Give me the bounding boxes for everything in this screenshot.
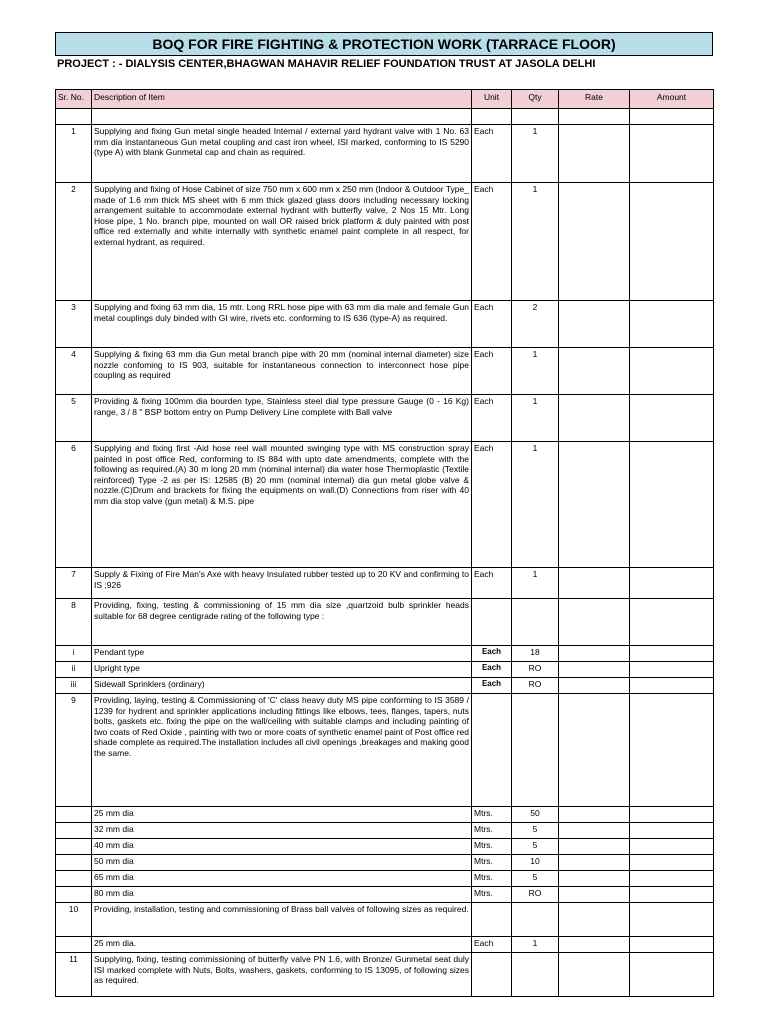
col-unit: Unit [472,90,512,109]
cell-sr: 9 [56,694,92,807]
cell-description: 25 mm dia [92,807,472,823]
cell-description: 80 mm dia [92,887,472,903]
cell-qty [512,903,559,937]
cell-rate [559,125,630,183]
cell-qty: 1 [512,125,559,183]
cell-sr: iii [56,678,92,694]
cell-amount [630,568,714,599]
cell-amount [630,953,714,997]
cell-amount [630,646,714,662]
cell-rate [559,442,630,568]
cell-qty: 1 [512,348,559,395]
table-row [56,183,714,301]
cell-amount [630,839,714,855]
cell-sr [56,937,92,953]
cell-qty: RO [512,887,559,903]
cell-rate [559,694,630,807]
cell-sr [56,823,92,839]
cell-amount [630,301,714,348]
cell-rate [559,903,630,937]
cell-sr: i [56,646,92,662]
table-row [56,568,714,599]
cell-amount [630,694,714,807]
cell-sr: 8 [56,599,92,646]
cell-qty: 5 [512,839,559,855]
cell-unit: Each [472,183,512,301]
table-row [56,395,714,442]
cell-qty [512,599,559,646]
cell-rate [559,953,630,997]
col-description: Description of Item [92,90,472,109]
cell-sr [56,807,92,823]
cell-amount [630,442,714,568]
cell-qty: 1 [512,442,559,568]
table-row [56,348,714,395]
cell-amount [630,871,714,887]
table-row [56,599,714,646]
cell-sr: 5 [56,395,92,442]
cell-qty: 2 [512,301,559,348]
cell-unit: Each [472,646,512,662]
cell-sr: 4 [56,348,92,395]
cell-qty: 1 [512,183,559,301]
cell-unit: Mtrs. [472,871,512,887]
table-row [56,953,714,997]
cell-amount [630,678,714,694]
cell-rate [559,839,630,855]
cell-sr [56,887,92,903]
cell-sr: 11 [56,953,92,997]
cell-qty: 5 [512,823,559,839]
cell-qty: 18 [512,646,559,662]
cell-amount [630,183,714,301]
cell-amount [630,807,714,823]
cell-unit: Each [472,395,512,442]
cell-rate [559,887,630,903]
col-sr: Sr. No. [56,90,92,109]
cell-amount [630,662,714,678]
table-row [56,694,714,807]
table-row [56,125,714,183]
cell-unit: Each [472,662,512,678]
cell-unit: Each [472,442,512,568]
cell-description: Providing, laying, testing & Commissioning of 'C' class heavy duty MS pipe conforming to IS 3589 / 1239 for hydrent and sprinkler applications including fittings like elbows, tees, flanges, tapers, nuts bolts, gaskets etc. fixing the pipe on the wall/ceiling with suitable clamps and including painting of two coats of Red Oxide , painting with two or more coats of synthetic enamel paint of Post office red shade complete as required.The installation includes all civil openings ,breakages and making good the same. [92,694,472,807]
cell-description: Pendant type [92,646,472,662]
cell-amount [630,348,714,395]
cell-amount [630,855,714,871]
cell-sr: 10 [56,903,92,937]
cell-rate [559,348,630,395]
cell-sr [56,871,92,887]
cell-unit [472,694,512,807]
boq-table [55,89,714,997]
cell-description: Providing, fixing, testing & commissioning of 15 mm dia size ,quartzoid bulb sprinkler heads suitable for 68 degree centigrade rating of the following type : [92,599,472,646]
cell-unit: Each [472,125,512,183]
cell-sr: 2 [56,183,92,301]
cell-rate [559,599,630,646]
cell-unit: Mtrs. [472,839,512,855]
cell-rate [559,678,630,694]
col-qty: Qty [512,90,559,109]
cell-rate [559,871,630,887]
table-row [56,442,714,568]
cell-unit: Mtrs. [472,887,512,903]
cell-amount [630,823,714,839]
cell-description: Supplying and fixing Gun metal single headed Internal / external yard hydrant valve with 1 No. 63 mm dia instantaneous Gun metal coupling and cast iron wheel, ISI marked, conforming to IS 5290 (type A) with blank Gunmetal cap and chain as required. [92,125,472,183]
table-row [56,678,714,694]
cell-rate [559,646,630,662]
cell-description: 32 mm dia [92,823,472,839]
cell-unit [472,599,512,646]
cell-qty: 10 [512,855,559,871]
cell-sr: 6 [56,442,92,568]
table-row [56,646,714,662]
table-row [56,903,714,937]
table-row [56,662,714,678]
cell-unit [472,903,512,937]
cell-sr [56,855,92,871]
spacer-row [56,109,714,125]
cell-amount [630,937,714,953]
table-row [56,937,714,953]
cell-description: Supplying and fixing 63 mm dia, 15 mtr. Long RRL hose pipe with 63 mm dia male and female Gun metal couplings duly binded with GI wire, rivets etc. conforming to IS 636 (type-A) as required. [92,301,472,348]
title-text: BOQ FOR FIRE FIGHTING & PROTECTION WORK (TARRACE FLOOR) [152,36,616,52]
cell-unit: Each [472,348,512,395]
cell-description: Sidewall Sprinklers (ordinary) [92,678,472,694]
cell-description: 65 mm dia [92,871,472,887]
cell-qty: 50 [512,807,559,823]
cell-sr: 1 [56,125,92,183]
cell-unit: Mtrs. [472,807,512,823]
cell-qty [512,694,559,807]
cell-unit [472,953,512,997]
cell-sr: ii [56,662,92,678]
table-row [56,301,714,348]
cell-description: Supply & Fixing of Fire Man's Axe with heavy Insulated rubber tested up to 20 KV and confirming to IS ;926 [92,568,472,599]
cell-qty: 1 [512,395,559,442]
table-row [56,855,714,871]
cell-sr: 3 [56,301,92,348]
cell-rate [559,855,630,871]
cell-rate [559,807,630,823]
table-row [56,807,714,823]
cell-rate [559,662,630,678]
cell-amount [630,903,714,937]
col-rate: Rate [559,90,630,109]
cell-rate [559,183,630,301]
cell-amount [630,125,714,183]
col-amount: Amount [630,90,714,109]
cell-rate [559,937,630,953]
cell-rate [559,395,630,442]
cell-qty [512,953,559,997]
cell-sr [56,839,92,855]
cell-description: Providing, installation, testing and commissioning of Brass ball valves of following sizes as required. [92,903,472,937]
cell-description: Supplying and fixing first -Aid hose reel wall mounted swinging type with MS construction spray painted in post office Red, conforming to IS 884 with upto date amendments, complete with the following as required.(A) 30 m long 20 mm (nominal internal) dia water hose Thermoplastic (Textile reinforced) Type -2 as per IS: 12585 (B) 20 mm (nominal internal) dia gun metal globe valve & nozzle.(C)Drum and brackets for fixing the equipments on wall.(D) Connections from riser with 40 mm dia stop valve (gun metal) & M.S. pipe [92,442,472,568]
cell-description: 25 mm dia. [92,937,472,953]
page-title [55,32,713,56]
table-row [56,871,714,887]
cell-rate [559,568,630,599]
cell-description: Providing & fixing 100mm dia bourden type, Stainless steel dial type pressure Gauge (0 - 16 Kg) range, 3 / 8 " BSP bottom entry on Pump Delivery Line complete with Ball valve [92,395,472,442]
cell-description: 50 mm dia [92,855,472,871]
cell-sr: 7 [56,568,92,599]
cell-description: Supplying and fixing of Hose Cabinet of size 750 mm x 600 mm x 250 mm (Indoor & Outdoor Type_ made of 1.6 mm thick MS sheet with 6 mm thick glazed glass doors including necessary locking arrangement suitable to accommodate external hydrant with butterfly valve, 2 Nos 15 Mtr. Long Hose pipe, 1 No. branch pipe, mounted on wall OR raised brick platform & duly painted with post office red externally and white internally with synthetic enamel paint complete in all respect, for external hydrant, as required. [92,183,472,301]
table-row [56,887,714,903]
cell-rate [559,823,630,839]
cell-amount [630,887,714,903]
table-row [56,823,714,839]
cell-qty: 1 [512,937,559,953]
header-row [56,90,714,109]
cell-unit: Mtrs. [472,823,512,839]
table-row [56,839,714,855]
project-line: PROJECT : - DIALYSIS CENTER,BHAGWAN MAHAVIR RELIEF FOUNDATION TRUST AT JASOLA DELHI [57,58,596,70]
cell-qty: RO [512,678,559,694]
cell-unit: Mtrs. [472,855,512,871]
cell-rate [559,301,630,348]
cell-unit: Each [472,678,512,694]
cell-qty: 5 [512,871,559,887]
cell-amount [630,599,714,646]
cell-qty: RO [512,662,559,678]
cell-unit: Each [472,568,512,599]
cell-qty: 1 [512,568,559,599]
cell-amount [630,395,714,442]
cell-unit: Each [472,937,512,953]
cell-description: Upright type [92,662,472,678]
cell-description: 40 mm dia [92,839,472,855]
cell-unit: Each [472,301,512,348]
cell-description: Supplying, fixing, testing commissioning of butterfly valve PN 1.6, with Bronze/ Gunmetal seat duly ISI marked complete with Nuts, Bolts, washers, gaskets, conforming to IS 13095, of following sizes as required. [92,953,472,997]
cell-description: Supplying & fixing 63 mm dia Gun metal branch pipe with 20 mm (nominal internal diameter) size nozzle confoming to IS 903, suitable for instantaneous connection to interconnect hose pipe coupling as required [92,348,472,395]
boq-body [56,109,714,997]
